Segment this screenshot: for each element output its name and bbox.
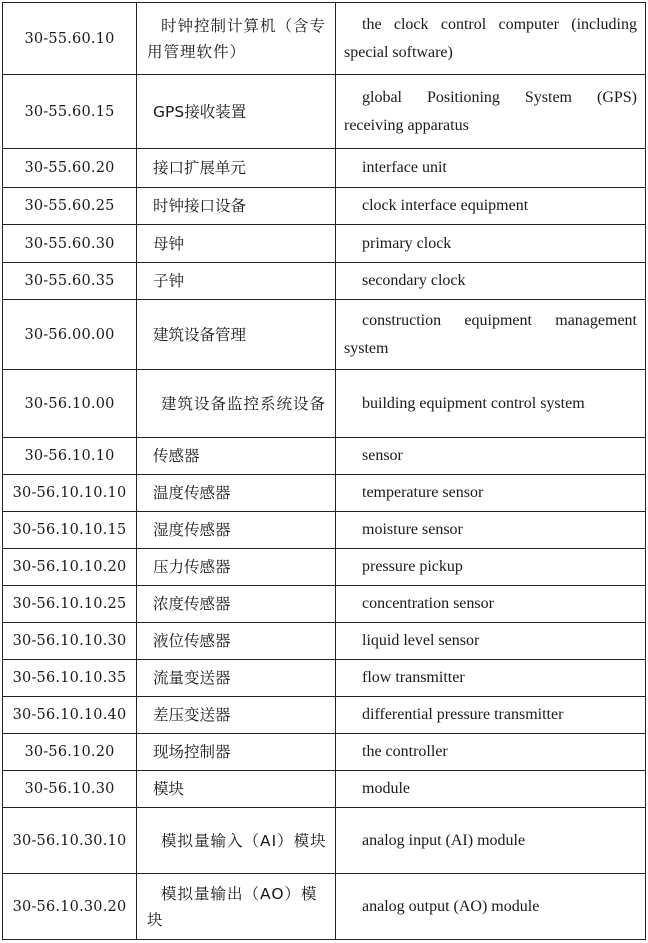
chinese-term-cell: 时钟接口设备: [137, 188, 336, 225]
chinese-term-cell: 湿度传感器: [137, 512, 336, 549]
english-term-cell: analog input (AI) module: [336, 808, 646, 874]
english-term-cell: module: [336, 771, 646, 808]
english-term-cell: temperature sensor: [336, 475, 646, 512]
table-row: [3, 263, 646, 300]
chinese-term-cell: 差压变送器: [137, 697, 336, 734]
table-row: [3, 623, 646, 660]
chinese-term-cell: 模拟量输入（AI）模块: [137, 808, 336, 874]
code-cell: 30-55.60.15: [3, 75, 137, 149]
table-row: [3, 438, 646, 475]
code-cell: 30-56.10.30.10: [3, 808, 137, 874]
english-term-cell: liquid level sensor: [336, 623, 646, 660]
table-row: [3, 660, 646, 697]
chinese-term-cell: 传感器: [137, 438, 336, 475]
chinese-term-cell: 液位传感器: [137, 623, 336, 660]
english-term-cell: interface unit: [336, 149, 646, 188]
table-row: [3, 149, 646, 188]
english-term-cell: flow transmitter: [336, 660, 646, 697]
chinese-term-cell: 接口扩展单元: [137, 149, 336, 188]
code-cell: 30-56.10.10.35: [3, 660, 137, 697]
english-term-cell: building equipment control system: [336, 370, 646, 438]
code-cell: 30-56.10.10.30: [3, 623, 137, 660]
table-row: [3, 3, 646, 75]
chinese-term-cell: 模拟量输出（AO）模块: [137, 874, 336, 940]
code-cell: 30-56.10.30.20: [3, 874, 137, 940]
table-row: [3, 300, 646, 370]
english-term-cell: secondary clock: [336, 263, 646, 300]
table-row: [3, 370, 646, 438]
english-term-cell: clock interface equipment: [336, 188, 646, 225]
english-term-cell: sensor: [336, 438, 646, 475]
code-cell: 30-56.10.00: [3, 370, 137, 438]
code-cell: 30-56.10.10: [3, 438, 137, 475]
code-cell: 30-55.60.25: [3, 188, 137, 225]
table-row: [3, 697, 646, 734]
english-term-cell: construction equipment management system: [336, 300, 646, 370]
table-row: [3, 808, 646, 874]
english-term-cell: concentration sensor: [336, 586, 646, 623]
code-cell: 30-55.60.30: [3, 225, 137, 263]
code-cell: 30-55.60.20: [3, 149, 137, 188]
table-row: [3, 75, 646, 149]
english-term-cell: global Positioning System (GPS) receiving apparatus: [336, 75, 646, 149]
chinese-term-cell: 温度传感器: [137, 475, 336, 512]
english-term-cell: analog output (AO) module: [336, 874, 646, 940]
table-row: [3, 874, 646, 940]
code-cell: 30-55.60.35: [3, 263, 137, 300]
table-row: [3, 586, 646, 623]
table-row: [3, 549, 646, 586]
table-row: [3, 225, 646, 263]
table-row: [3, 771, 646, 808]
code-cell: 30-56.10.10.15: [3, 512, 137, 549]
table-row: [3, 475, 646, 512]
table-body: [3, 3, 646, 940]
english-term-cell: the clock control computer (including special software): [336, 3, 646, 75]
code-cell: 30-56.10.10.40: [3, 697, 137, 734]
table-row: [3, 188, 646, 225]
code-cell: 30-56.10.10.10: [3, 475, 137, 512]
chinese-term-cell: GPS接收装置: [137, 75, 336, 149]
chinese-term-cell: 压力传感器: [137, 549, 336, 586]
english-term-cell: pressure pickup: [336, 549, 646, 586]
code-cell: 30-56.10.10.20: [3, 549, 137, 586]
chinese-term-cell: 现场控制器: [137, 734, 336, 771]
chinese-term-cell: 母钟: [137, 225, 336, 263]
english-term-cell: the controller: [336, 734, 646, 771]
chinese-term-cell: 浓度传感器: [137, 586, 336, 623]
chinese-term-cell: 模块: [137, 771, 336, 808]
chinese-term-cell: 流量变送器: [137, 660, 336, 697]
table-row: [3, 734, 646, 771]
chinese-term-cell: 子钟: [137, 263, 336, 300]
code-cell: 30-55.60.10: [3, 3, 137, 75]
chinese-term-cell: 建筑设备监控系统设备: [137, 370, 336, 438]
chinese-term-cell: 建筑设备管理: [137, 300, 336, 370]
english-term-cell: moisture sensor: [336, 512, 646, 549]
english-term-cell: differential pressure transmitter: [336, 697, 646, 734]
chinese-term-cell: 时钟控制计算机（含专用管理软件）: [137, 3, 336, 75]
code-cell: 30-56.10.10.25: [3, 586, 137, 623]
english-term-cell: primary clock: [336, 225, 646, 263]
table-row: [3, 512, 646, 549]
code-cell: 30-56.10.20: [3, 734, 137, 771]
code-cell: 30-56.00.00: [3, 300, 137, 370]
code-cell: 30-56.10.30: [3, 771, 137, 808]
classification-code-table: [2, 2, 646, 940]
